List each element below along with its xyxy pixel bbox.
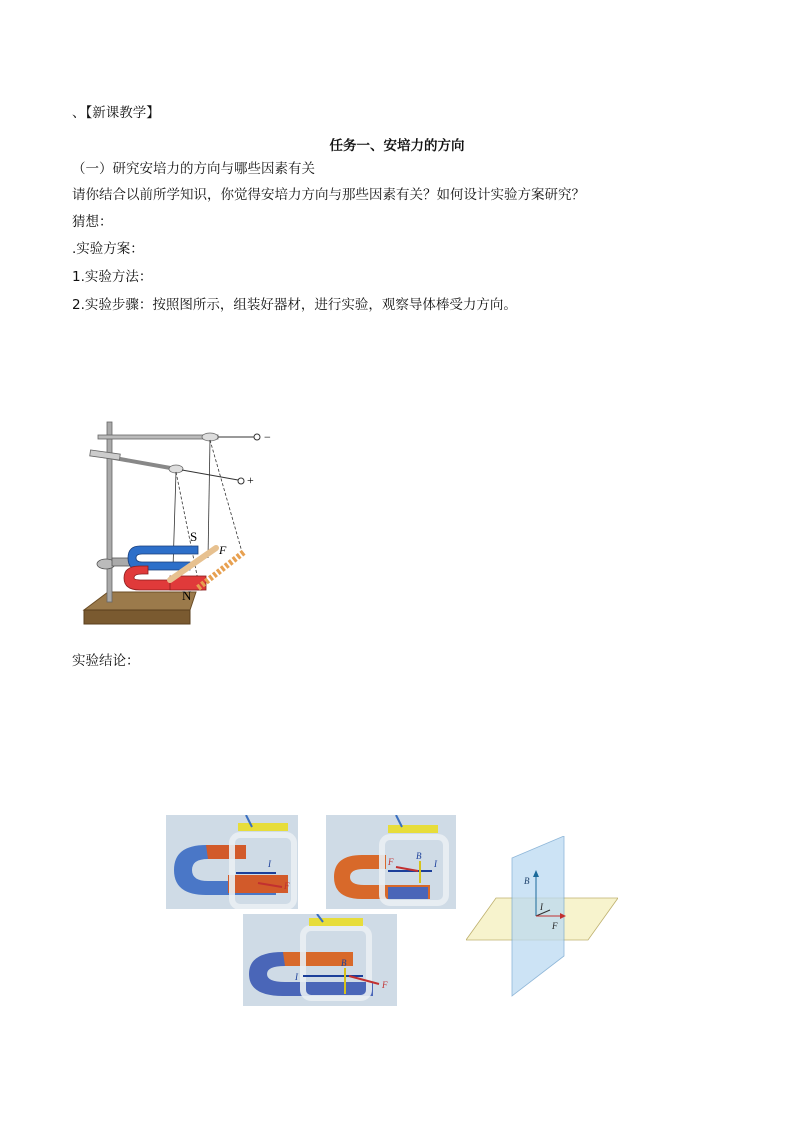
task-title: 任务一、安培力的方向 bbox=[329, 138, 465, 154]
steps-text: 2.实验步骤：按照图所示，组装好器材，进行实验，观察导体棒受力方向。 bbox=[72, 297, 517, 313]
ampere-apparatus-figure bbox=[78, 418, 288, 633]
pole-s-label: S bbox=[190, 529, 198, 544]
section-header: 、【新课教学】 bbox=[72, 105, 160, 121]
question-text: 请你结合以前所学知识，你觉得安培力方向与那些因素有关？如何设计实验方案研究？ bbox=[72, 187, 585, 203]
force-label: F bbox=[219, 543, 227, 557]
photo3-I-label: I bbox=[295, 972, 298, 982]
photo3-B-label: B bbox=[341, 958, 347, 968]
plan-label: .实验方案： bbox=[72, 241, 144, 257]
subsection-title: （一）研究安培力的方向与哪些因素有关 bbox=[72, 161, 315, 177]
stand-base-top bbox=[84, 592, 196, 610]
terminal-plus-label: + bbox=[247, 473, 254, 487]
plane-B-label: B bbox=[524, 876, 530, 886]
pole-n-label: N bbox=[182, 588, 192, 603]
photo1-F-label: F bbox=[284, 881, 290, 891]
guess-label: 猜想： bbox=[72, 214, 113, 230]
bif-planes-diagram bbox=[466, 836, 618, 998]
stand-base-front bbox=[84, 610, 190, 624]
experiment-photo-3 bbox=[243, 914, 397, 1006]
photo2-F-label: F bbox=[388, 857, 394, 867]
terminal-plus bbox=[238, 478, 244, 484]
conclusion-label: 实验结论： bbox=[72, 653, 140, 669]
stand-rod bbox=[107, 422, 112, 602]
upper-arm bbox=[98, 435, 218, 439]
experiment-photo-2 bbox=[326, 815, 456, 909]
method-label: 1.实验方法： bbox=[72, 269, 153, 285]
plane-F-label: F bbox=[552, 921, 558, 931]
photo3-F-label: F bbox=[382, 980, 388, 990]
photo1-I-label: I bbox=[268, 859, 271, 869]
experiment-photo-1 bbox=[166, 815, 298, 909]
photo2-I-label: I bbox=[434, 859, 437, 869]
photo2-B-label: B bbox=[416, 851, 422, 861]
terminal-minus bbox=[254, 434, 260, 440]
terminal-minus-label: − bbox=[264, 430, 271, 444]
plane-I-label: I bbox=[540, 902, 543, 912]
